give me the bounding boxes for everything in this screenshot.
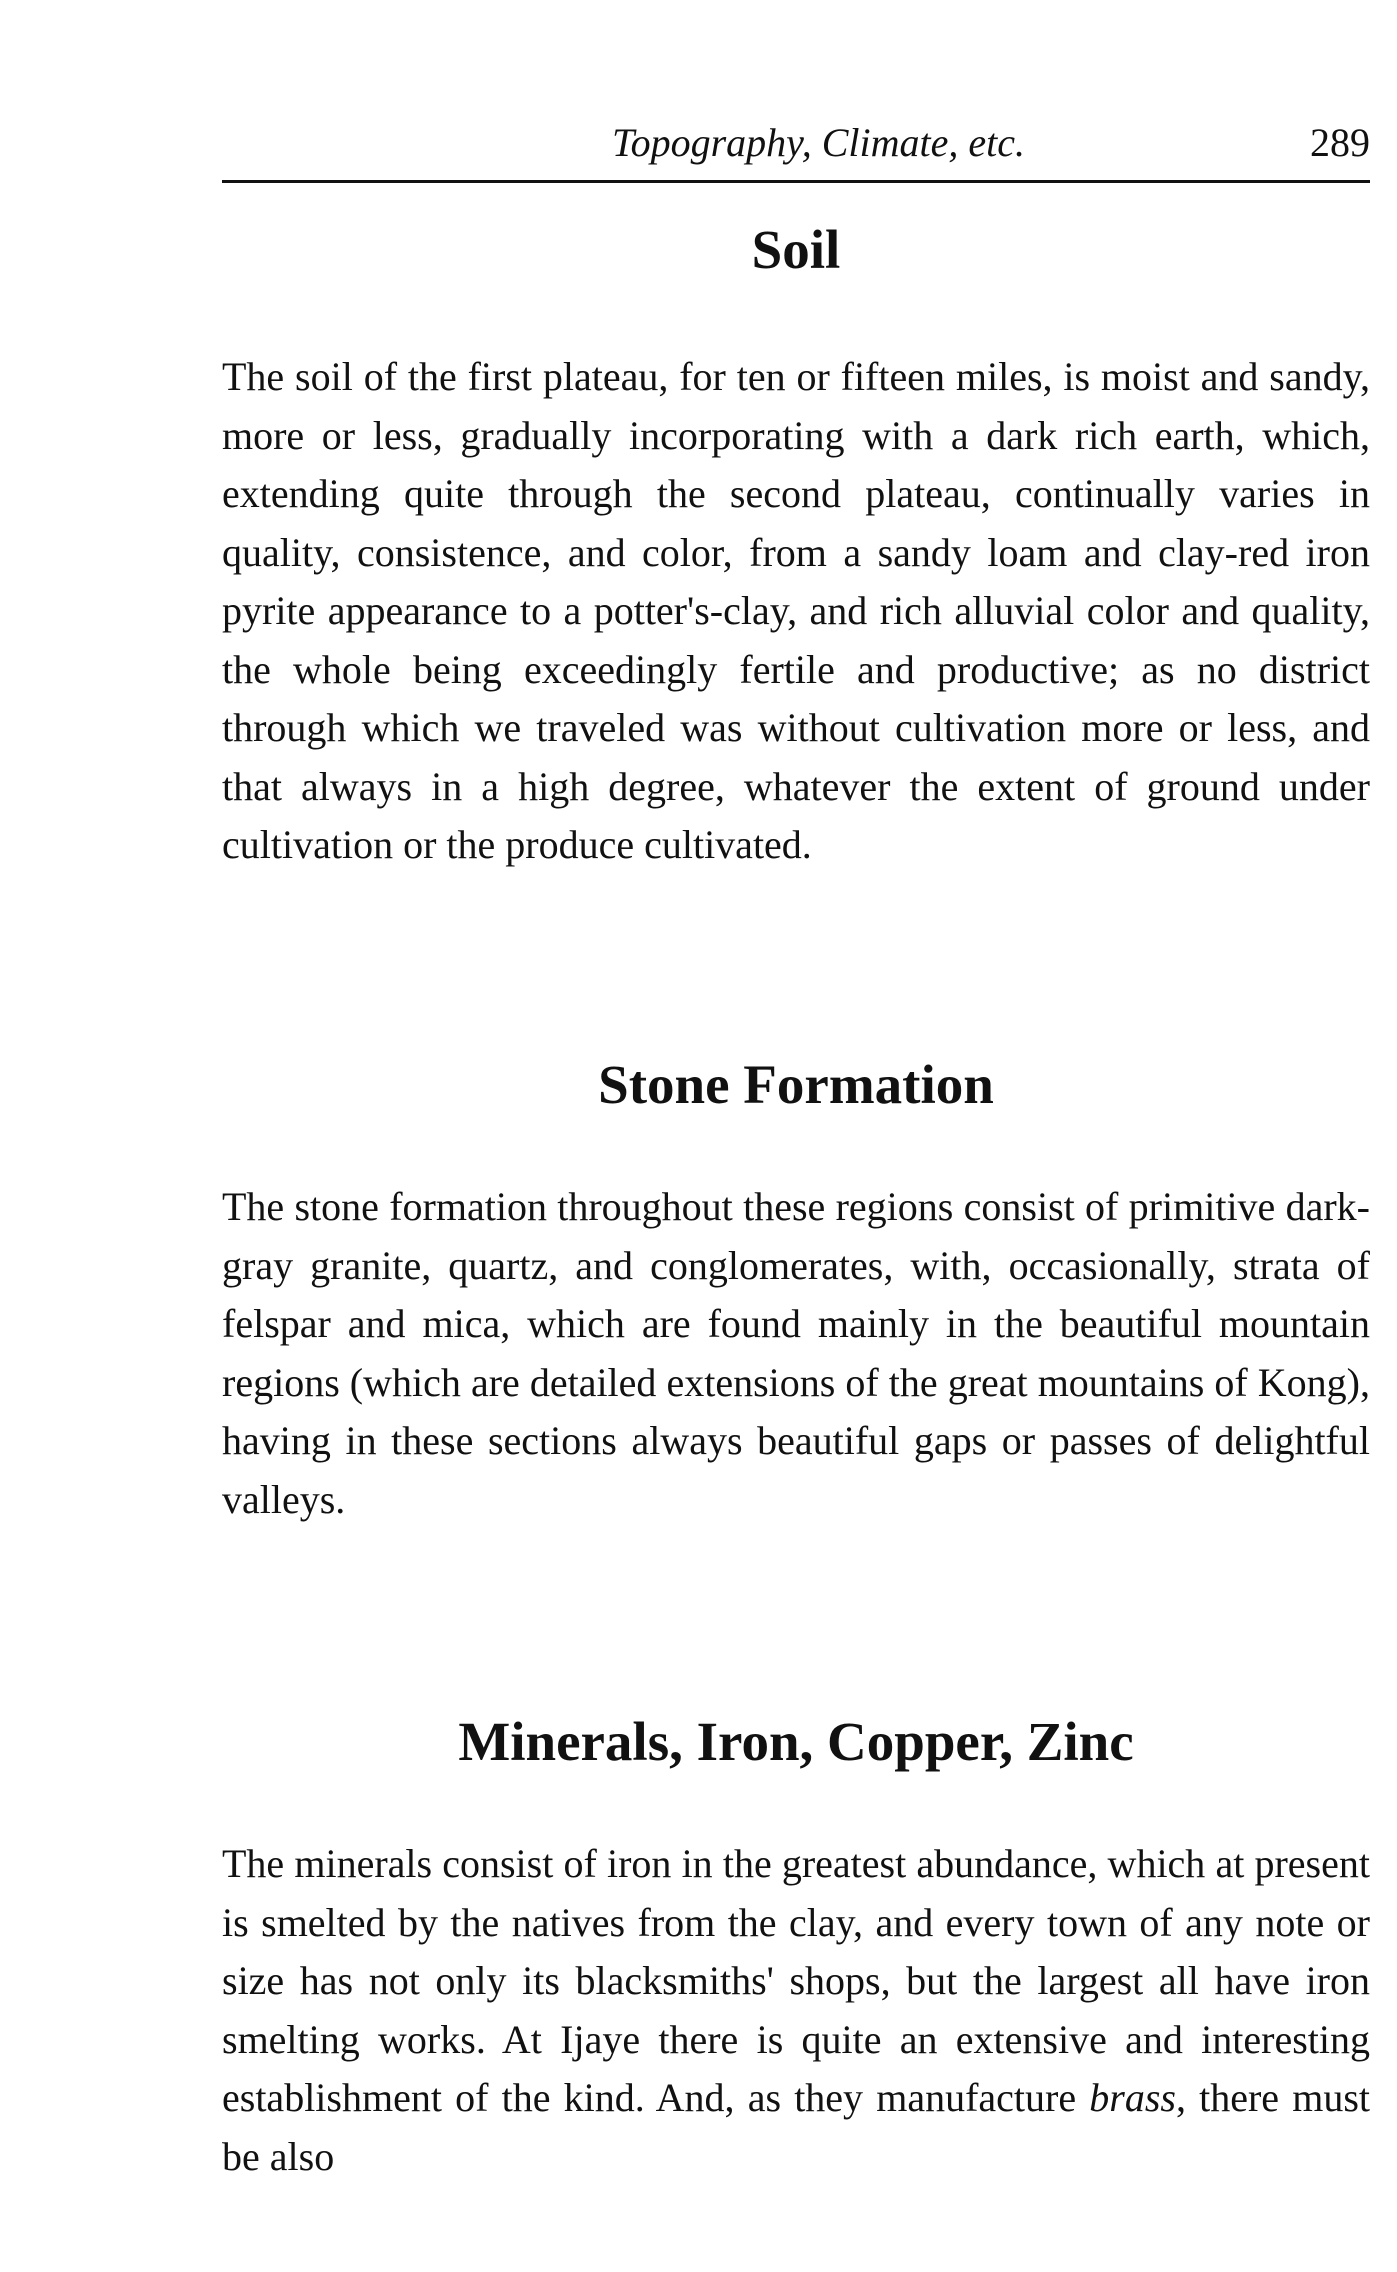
section-heading-stone-formation: Stone Formation	[598, 1054, 994, 1115]
paragraph-minerals-italic: brass	[1089, 2075, 1176, 2120]
paragraph-minerals	[222, 1835, 1370, 2186]
paragraph-minerals-text-end: , there must be also	[222, 2075, 1370, 2179]
page-number: 289	[1310, 120, 1370, 165]
section-heading-soil: Soil	[751, 219, 841, 280]
running-title: Topography, Climate, etc.	[612, 120, 1025, 165]
section-heading-minerals: Minerals, Iron, Copper, Zinc	[458, 1711, 1134, 1772]
book-page	[222, 0, 1370, 2272]
paragraph-minerals-text: The minerals consist of iron in the greatest abundance, which at present is smelted by the natives from the clay, and every town of any note or size has not only its blacksmiths' shops, but the largest all have iron smelting works. At Ijaye there is quite an extensive and interesting establishment of the kind. And, as they manufacture	[222, 1841, 1370, 2120]
paragraph-stone-formation: The stone formation throughout these regions consist of primitive dark-gray granite, quartz, and conglomerates, with, occasionally, strata of felspar and mica, which are found mainly in the beautiful mountain regions (which are detailed extensions of the great mountains of Kong), having in these sections always beautiful gaps or passes of delightful valleys.	[222, 1184, 1370, 1522]
paragraph-soil: The soil of the first plateau, for ten or fifteen miles, is moist and sandy, more or less, gradually incorporating with a dark rich earth, which, extending quite through the second plateau, continually varies in quality, consistence, and color, from a sandy loam and clay-red iron pyrite appearance to a potter's-clay, and rich alluvial color and quality, the whole being exceedingly fertile and productive; as no district through which we traveled was without cultivation more or less, and that always in a high degree, whatever the extent of ground under cultivation or the produce cultivated.	[222, 354, 1370, 867]
running-header	[222, 110, 1370, 183]
